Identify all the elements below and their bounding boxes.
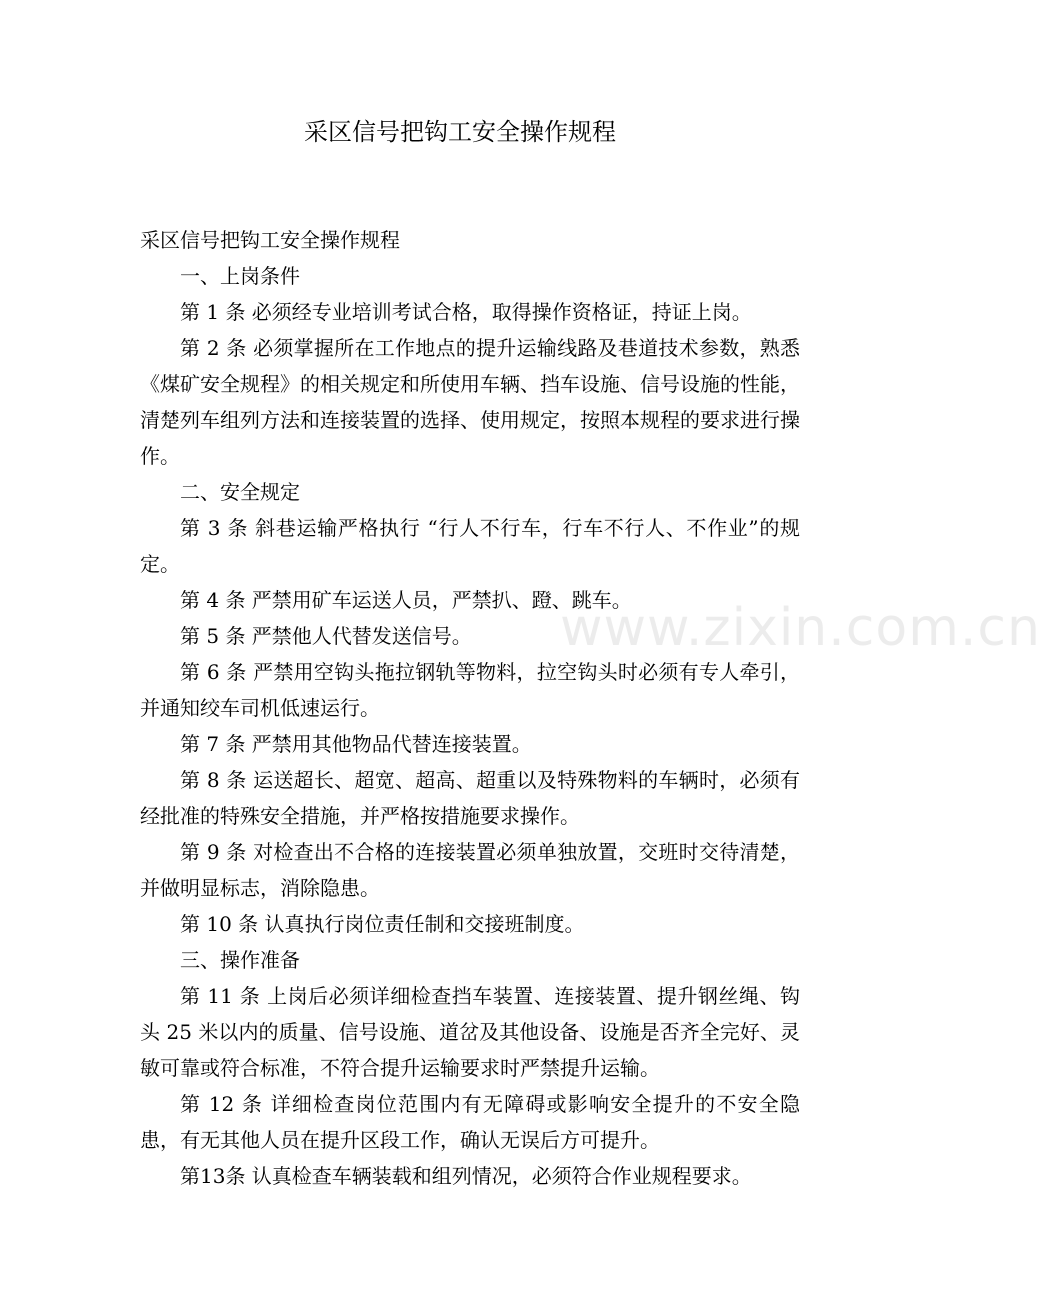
- article-13: 第13条 认真检查车辆装载和组列情况，必须符合作业规程要求。: [180, 1164, 752, 1188]
- watermark: www.zixin.com.cn: [560, 598, 1041, 658]
- article-8: 第 8 条 运送超长、超宽、超高、超重以及特殊物料的车辆时，必须有经批准的特殊安全措施，并严格按措施要求操作。: [140, 768, 800, 828]
- body-heading: 采区信号把钩工安全操作规程: [140, 228, 400, 252]
- article-3: 第 3 条 斜巷运输严格执行 “行人不行车，行车不行人、不作业”的规定。: [140, 516, 800, 576]
- article-7: 第 7 条 严禁用其他物品代替连接装置。: [180, 732, 532, 756]
- section-heading-2: 二、安全规定: [180, 480, 300, 504]
- article-10: 第 10 条 认真执行岗位责任制和交接班制度。: [180, 912, 585, 936]
- section-heading-3: 三、操作准备: [180, 948, 300, 972]
- document-body: [140, 222, 800, 1194]
- article-9: 第 9 条 对检查出不合格的连接装置必须单独放置，交班时交待清楚，并做明显标志，消除隐患。: [140, 840, 800, 900]
- document-title: 采区信号把钩工安全操作规程: [304, 118, 616, 146]
- article-1: 第 1 条 必须经专业培训考试合格，取得操作资格证，持证上岗。: [180, 300, 752, 324]
- article-11: 第 11 条 上岗后必须详细检查挡车装置、连接装置、提升钢丝绳、钩头 25 米以内的质量、信号设施、道岔及其他设备、设施是否齐全完好、灵敏可靠或符合标准，不符合提升运输要求时严禁提升运输。: [140, 984, 800, 1080]
- article-4: 第 4 条 严禁用矿车运送人员，严禁扒、蹬、跳车。: [180, 588, 632, 612]
- section-heading-1: 一、上岗条件: [180, 264, 300, 288]
- article-5: 第 5 条 严禁他人代替发送信号。: [180, 624, 472, 648]
- article-6: 第 6 条 严禁用空钩头拖拉钢轨等物料，拉空钩头时必须有专人牵引，并通知绞车司机低速运行。: [140, 660, 800, 720]
- article-2: 第 2 条 必须掌握所在工作地点的提升运输线路及巷道技术参数，熟悉《煤矿安全规程》的相关规定和所使用车辆、挡车设施、信号设施的性能，清楚列车组列方法和连接装置的选择、使用规定，按照本规程的要求进行操作。: [140, 336, 800, 468]
- article-12: 第 12 条 详细检查岗位范围内有无障碍或影响安全提升的不安全隐患，有无其他人员在提升区段工作，确认无误后方可提升。: [140, 1092, 800, 1152]
